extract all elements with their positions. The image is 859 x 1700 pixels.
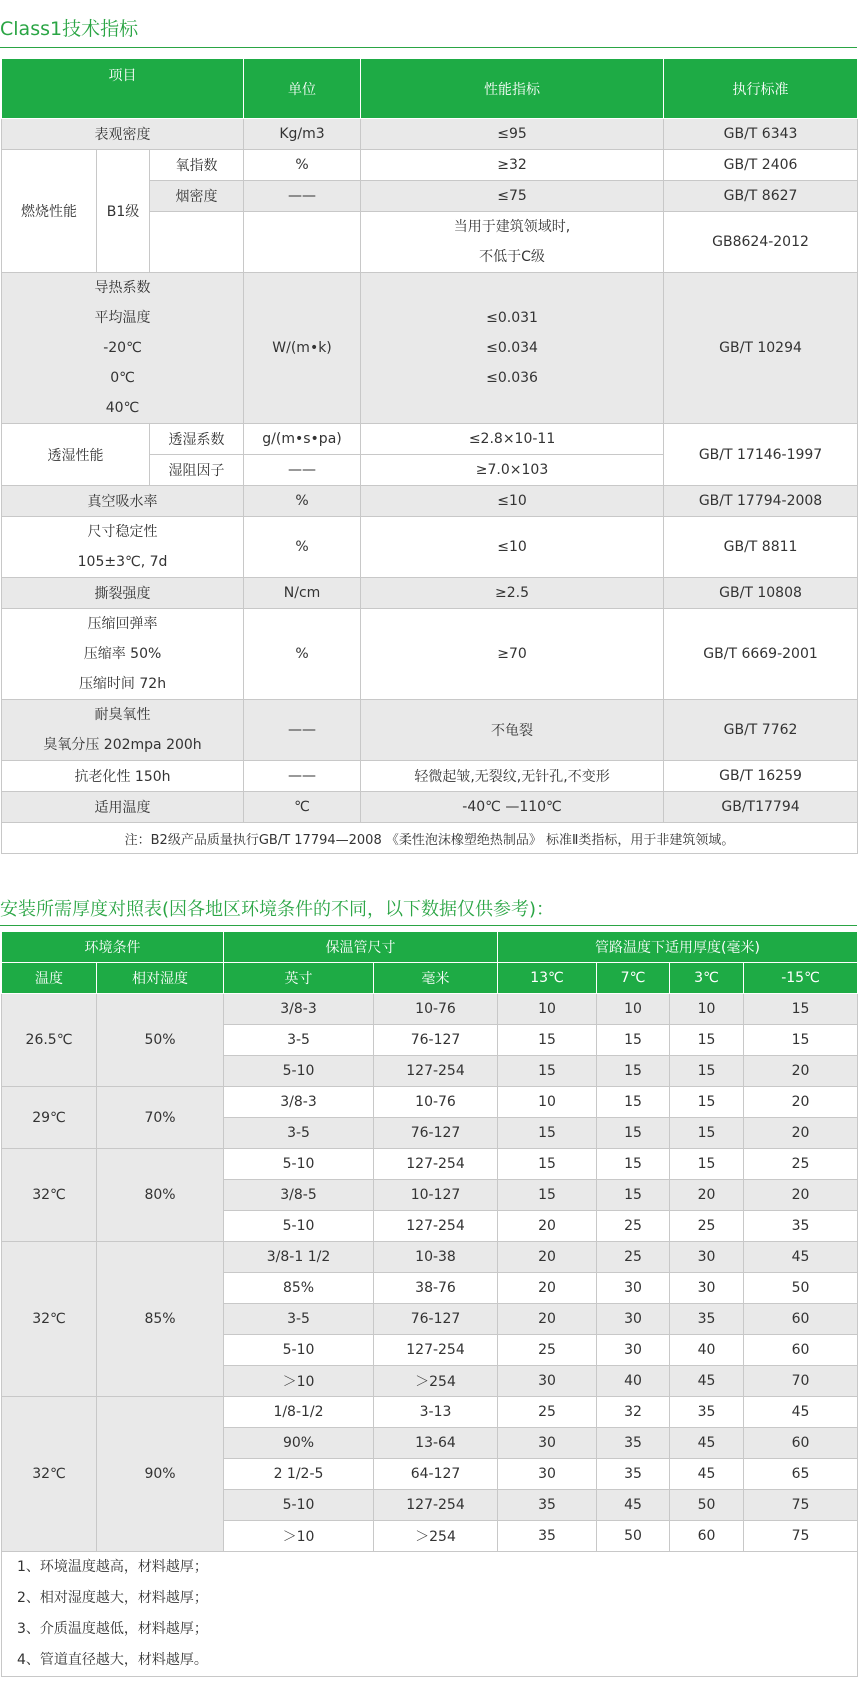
table-row (2, 700, 858, 761)
cell-inch: 5-10 (224, 1335, 374, 1366)
cell-minus15c: 60 (744, 1335, 858, 1366)
cell-3c: 60 (670, 1521, 744, 1552)
header-3c: 3℃ (670, 963, 744, 994)
cell-3c: 45 (670, 1428, 744, 1459)
cell-minus15c: 20 (744, 1118, 858, 1149)
table-row (2, 1242, 858, 1273)
aging-value: 轻微起皱,无裂纹,无针孔,不变形 (361, 761, 664, 792)
burn-grade: B1级 (97, 150, 150, 273)
cell-inch: 5-10 (224, 1056, 374, 1087)
cell-13c: 35 (498, 1521, 597, 1552)
cell-mm: 64-127 (374, 1459, 498, 1490)
cell-3c: 15 (670, 1087, 744, 1118)
cell-mm: 76-127 (374, 1118, 498, 1149)
tear-item: 撕裂强度 (2, 578, 244, 609)
spec-note: 注：B2级产品质量执行GB/T 17794—2008 《柔性泡沫橡塑绝热制品》 标准Ⅱ类指标，用于非建筑领域。 (2, 823, 858, 854)
thermal-item-line2: 平均温度 (94, 310, 151, 326)
cell-mm: 10-76 (374, 1087, 498, 1118)
table-row (2, 823, 858, 854)
perm-unit: g/(m•s•pa) (244, 424, 361, 455)
table-row (2, 1397, 858, 1428)
cell-mm: 3-13 (374, 1397, 498, 1428)
cell-13c: 25 (498, 1397, 597, 1428)
compress-unit: % (244, 609, 361, 700)
header-item: 项目 (2, 59, 244, 119)
cell-7c: 30 (597, 1335, 670, 1366)
cell-7c: 15 (597, 1087, 670, 1118)
building-standard: GB8624-2012 (664, 212, 858, 273)
thermal-item-line3: -20℃ (103, 340, 142, 356)
cell-mm: 10-38 (374, 1242, 498, 1273)
cell-13c: 25 (498, 1335, 597, 1366)
cell-13c: 20 (498, 1211, 597, 1242)
aging-unit: —— (244, 761, 361, 792)
cell-inch: 3-5 (224, 1025, 374, 1056)
cell-mm: 127-254 (374, 1211, 498, 1242)
header-13c: 13℃ (498, 963, 597, 994)
ozone-item (2, 700, 244, 761)
cell-inch: 5-10 (224, 1211, 374, 1242)
temp-unit: ℃ (244, 792, 361, 823)
cell-3c: 45 (670, 1459, 744, 1490)
cell-13c: 30 (498, 1366, 597, 1397)
thermal-item-line5: 40℃ (105, 400, 140, 416)
cell-7c: 25 (597, 1242, 670, 1273)
resist-unit: —— (244, 455, 361, 486)
compress-item-line3: 压缩时间 72h (78, 676, 167, 692)
cell-minus15c: 20 (744, 1180, 858, 1211)
cell-minus15c: 15 (744, 1025, 858, 1056)
oxygen-unit: % (244, 150, 361, 181)
cell-inch: 2 1/2-5 (224, 1459, 374, 1490)
group-temperature: 26.5℃ (2, 994, 97, 1087)
thermal-standard: GB/T 10294 (664, 273, 858, 424)
cell-mm: 38-76 (374, 1273, 498, 1304)
cell-3c: 15 (670, 1056, 744, 1087)
cell-3c: 40 (670, 1335, 744, 1366)
table-row (2, 424, 858, 455)
cell-minus15c: 35 (744, 1211, 858, 1242)
cell-minus15c: 45 (744, 1242, 858, 1273)
cell-inch: 3-5 (224, 1304, 374, 1335)
dimension-value: ≤10 (361, 517, 664, 578)
header-value: 性能指标 (361, 59, 664, 119)
vacuum-item: 真空吸水率 (2, 486, 244, 517)
vacuum-value: ≤10 (361, 486, 664, 517)
density-item: 表观密度 (2, 119, 244, 150)
table-row (2, 578, 858, 609)
thermal-unit: W/(m•k) (244, 273, 361, 424)
note-1: 1、环境温度越高，材料越厚； (17, 1559, 208, 1575)
table-row (2, 517, 858, 578)
table-row (2, 119, 858, 150)
cell-minus15c: 15 (744, 994, 858, 1025)
header-temperature: 温度 (2, 963, 97, 994)
cell-mm: 76-127 (374, 1304, 498, 1335)
dimension-item-line2: 105±3℃, 7d (77, 554, 168, 570)
cell-inch: ＞10 (224, 1521, 374, 1552)
section1-title: Class1技术指标 (0, 18, 139, 40)
smoke-item: 烟密度 (150, 181, 244, 212)
thickness-notes (2, 1552, 858, 1677)
cell-minus15c: 60 (744, 1428, 858, 1459)
density-value: ≤95 (361, 119, 664, 150)
cell-13c: 20 (498, 1273, 597, 1304)
compress-standard: GB/T 6669-2001 (664, 609, 858, 700)
resist-value: ≥7.0×103 (361, 455, 664, 486)
section2-title: 安装所需厚度对照表(因各地区环境条件的不同，以下数据仅供参考)： (0, 899, 555, 920)
cell-minus15c: 65 (744, 1459, 858, 1490)
cell-minus15c: 20 (744, 1056, 858, 1087)
smoke-unit: —— (244, 181, 361, 212)
vacuum-unit: % (244, 486, 361, 517)
density-standard: GB/T 6343 (664, 119, 858, 150)
cell-mm: 10-76 (374, 994, 498, 1025)
cell-3c: 15 (670, 1149, 744, 1180)
compress-item-line2: 压缩率 50% (83, 646, 162, 662)
cell-13c: 15 (498, 1025, 597, 1056)
cell-minus15c: 75 (744, 1521, 858, 1552)
tear-unit: N/cm (244, 578, 361, 609)
header-minus15c: -15℃ (744, 963, 858, 994)
ozone-standard: GB/T 7762 (664, 700, 858, 761)
cell-7c: 40 (597, 1366, 670, 1397)
compress-value: ≥70 (361, 609, 664, 700)
cell-inch: 3/8-3 (224, 1087, 374, 1118)
ozone-value: 不龟裂 (361, 700, 664, 761)
cell-13c: 15 (498, 1056, 597, 1087)
cell-mm: 127-254 (374, 1149, 498, 1180)
cell-7c: 35 (597, 1459, 670, 1490)
vacuum-standard: GB/T 17794-2008 (664, 486, 858, 517)
dimension-unit: % (244, 517, 361, 578)
cell-7c: 10 (597, 994, 670, 1025)
cell-minus15c: 60 (744, 1304, 858, 1335)
header-standard: 执行标准 (664, 59, 858, 119)
cell-13c: 15 (498, 1149, 597, 1180)
notes-row (2, 1552, 858, 1677)
cell-inch: 3/8-5 (224, 1180, 374, 1211)
aging-standard: GB/T 16259 (664, 761, 858, 792)
cell-3c: 30 (670, 1273, 744, 1304)
cell-inch: 1/8-1/2 (224, 1397, 374, 1428)
dimension-item-line1: 尺寸稳定性 (87, 524, 158, 540)
cell-inch: 5-10 (224, 1149, 374, 1180)
cell-minus15c: 75 (744, 1490, 858, 1521)
group-humidity: 90% (97, 1397, 224, 1552)
cell-7c: 35 (597, 1428, 670, 1459)
oxygen-value: ≥32 (361, 150, 664, 181)
aging-item: 抗老化性 150h (2, 761, 244, 792)
group-humidity: 50% (97, 994, 224, 1087)
thickness-table (1, 931, 858, 1677)
ozone-item-line2: 臭氧分压 202mpa 200h (43, 737, 202, 753)
cell-3c: 15 (670, 1025, 744, 1056)
building-value-line2: 不低于C级 (479, 249, 545, 265)
group-temperature: 32℃ (2, 1149, 97, 1242)
cell-7c: 30 (597, 1304, 670, 1335)
cell-inch: 3-5 (224, 1118, 374, 1149)
cell-mm: 76-127 (374, 1025, 498, 1056)
cell-13c: 20 (498, 1242, 597, 1273)
cell-7c: 32 (597, 1397, 670, 1428)
cell-3c: 35 (670, 1397, 744, 1428)
cell-inch: 5-10 (224, 1490, 374, 1521)
compress-item-line1: 压缩回弹率 (87, 616, 158, 632)
group-humidity: 85% (97, 1242, 224, 1397)
group-temperature: 29℃ (2, 1087, 97, 1149)
section1-divider (0, 47, 857, 48)
table-row (2, 761, 858, 792)
table-row (2, 1149, 858, 1180)
resist-item: 湿阻因子 (150, 455, 244, 486)
section2-divider (0, 925, 857, 926)
cell-mm: 10-127 (374, 1180, 498, 1211)
cell-inch: 85% (224, 1273, 374, 1304)
cell-inch: ＞10 (224, 1366, 374, 1397)
perm-item: 透湿系数 (150, 424, 244, 455)
header-inch: 英寸 (224, 963, 374, 994)
cell-13c: 30 (498, 1428, 597, 1459)
cell-13c: 10 (498, 1087, 597, 1118)
cell-3c: 35 (670, 1304, 744, 1335)
cell-inch: 3/8-1 1/2 (224, 1242, 374, 1273)
table-row (2, 150, 858, 181)
group-humidity: 70% (97, 1087, 224, 1149)
cell-13c: 10 (498, 994, 597, 1025)
group-humidity: 80% (97, 1149, 224, 1242)
cell-mm: 127-254 (374, 1335, 498, 1366)
cell-3c: 10 (670, 994, 744, 1025)
group-temperature: 32℃ (2, 1397, 97, 1552)
thermal-value-3: ≤0.036 (486, 370, 538, 386)
density-unit: Kg/m3 (244, 119, 361, 150)
table-row (2, 792, 858, 823)
cell-mm: 127-254 (374, 1490, 498, 1521)
smoke-value: ≤75 (361, 181, 664, 212)
note-4: 4、管道直径越大，材料越厚。 (17, 1652, 208, 1668)
cell-mm: 127-254 (374, 1056, 498, 1087)
table-row (2, 1087, 858, 1118)
moisture-standard: GB/T 17146-1997 (664, 424, 858, 486)
cell-7c: 15 (597, 1056, 670, 1087)
cell-minus15c: 45 (744, 1397, 858, 1428)
cell-7c: 25 (597, 1211, 670, 1242)
cell-minus15c: 70 (744, 1366, 858, 1397)
building-value-line1: 当用于建筑领域时, (453, 219, 571, 235)
temp-item: 适用温度 (2, 792, 244, 823)
cell-7c: 50 (597, 1521, 670, 1552)
cell-7c: 15 (597, 1149, 670, 1180)
table-row (2, 609, 858, 700)
table-row (2, 486, 858, 517)
cell-mm: ＞254 (374, 1521, 498, 1552)
cell-mm: 13-64 (374, 1428, 498, 1459)
cell-minus15c: 50 (744, 1273, 858, 1304)
temp-value: -40℃ —110℃ (361, 792, 664, 823)
thickness-group-header-row (2, 932, 858, 963)
dimension-standard: GB/T 8811 (664, 517, 858, 578)
cell-13c: 15 (498, 1118, 597, 1149)
cell-7c: 30 (597, 1273, 670, 1304)
thermal-value-1: ≤0.031 (486, 310, 538, 326)
cell-3c: 30 (670, 1242, 744, 1273)
temp-standard: GB/T17794 (664, 792, 858, 823)
burn-group: 燃烧性能 (2, 150, 97, 273)
note-3: 3、介质温度越低，材料越厚； (17, 1621, 208, 1637)
thermal-item-line1: 导热系数 (94, 280, 151, 296)
header-pipe: 保温管尺寸 (224, 932, 498, 963)
cell-3c: 50 (670, 1490, 744, 1521)
thermal-item (2, 273, 244, 424)
cell-3c: 45 (670, 1366, 744, 1397)
cell-13c: 20 (498, 1304, 597, 1335)
header-env: 环境条件 (2, 932, 224, 963)
cell-3c: 25 (670, 1211, 744, 1242)
cell-minus15c: 20 (744, 1087, 858, 1118)
table-row (2, 273, 858, 424)
header-humidity: 相对湿度 (97, 963, 224, 994)
table-row (2, 994, 858, 1025)
cell-3c: 15 (670, 1118, 744, 1149)
cell-minus15c: 25 (744, 1149, 858, 1180)
compress-item (2, 609, 244, 700)
moisture-group: 透湿性能 (2, 424, 150, 486)
cell-7c: 45 (597, 1490, 670, 1521)
cell-inch: 3/8-3 (224, 994, 374, 1025)
smoke-standard: GB/T 8627 (664, 181, 858, 212)
thermal-value (361, 273, 664, 424)
thickness-sub-header-row (2, 963, 858, 994)
cell-13c: 35 (498, 1490, 597, 1521)
cell-7c: 15 (597, 1025, 670, 1056)
spec-table (1, 58, 858, 854)
header-unit: 单位 (244, 59, 361, 119)
cell-13c: 30 (498, 1459, 597, 1490)
cell-13c: 15 (498, 1180, 597, 1211)
oxygen-standard: GB/T 2406 (664, 150, 858, 181)
cell-inch: 90% (224, 1428, 374, 1459)
tear-value: ≥2.5 (361, 578, 664, 609)
dimension-item (2, 517, 244, 578)
perm-value: ≤2.8×10-11 (361, 424, 664, 455)
ozone-unit: —— (244, 700, 361, 761)
thermal-item-line4: 0℃ (110, 370, 135, 386)
spec-header-row (2, 59, 858, 119)
tear-standard: GB/T 10808 (664, 578, 858, 609)
header-7c: 7℃ (597, 963, 670, 994)
cell-mm: ＞254 (374, 1366, 498, 1397)
cell-7c: 15 (597, 1118, 670, 1149)
oxygen-item: 氧指数 (150, 150, 244, 181)
cell-7c: 15 (597, 1180, 670, 1211)
ozone-item-line1: 耐臭氧性 (94, 707, 151, 723)
thermal-value-2: ≤0.034 (486, 340, 538, 356)
cell-3c: 20 (670, 1180, 744, 1211)
group-temperature: 32℃ (2, 1242, 97, 1397)
note-2: 2、相对湿度越大，材料越厚； (17, 1590, 208, 1606)
header-thickness: 管路温度下适用厚度(毫米) (498, 932, 858, 963)
building-value (361, 212, 664, 273)
header-mm: 毫米 (374, 963, 498, 994)
